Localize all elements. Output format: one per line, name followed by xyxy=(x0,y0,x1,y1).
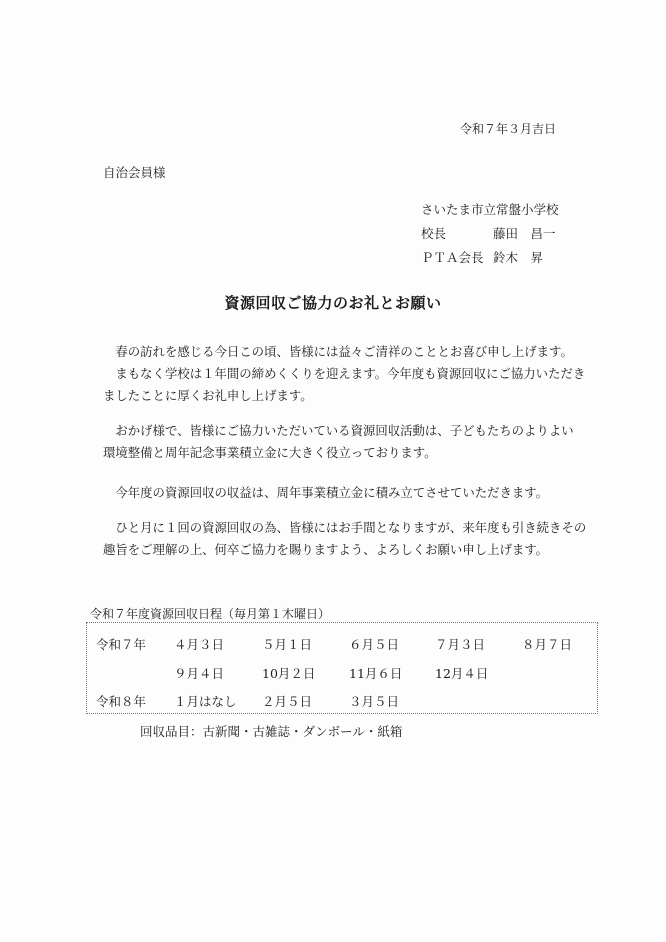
addressee: 自治会員様 xyxy=(103,165,166,180)
schedule-date: ３月５日 xyxy=(349,694,400,709)
schedule-table xyxy=(86,622,598,714)
schedule-year-label: 令和７年 xyxy=(96,637,147,652)
paragraph-line: 春の訪れを感じる今日この頃、皆様には益々ご清祥のこととお喜び申し上げます。 xyxy=(103,344,573,359)
collection-items: 回収品目：古新聞・古雑誌・ダンボール・紙箱 xyxy=(140,724,403,739)
schedule-title: 令和７年度資源回収日程（毎月第１木曜日） xyxy=(90,607,331,621)
schedule-date: ９月４日 xyxy=(174,666,225,681)
letter-date: 令和７年３月吉日 xyxy=(460,122,557,136)
schedule-date: ８月７日 xyxy=(522,637,573,652)
schedule-date: ７月３日 xyxy=(435,637,486,652)
principal-name: 藤田 昌一 xyxy=(493,226,556,241)
pta-name: 鈴木 昇 xyxy=(493,250,544,265)
paragraph-line: ひと月に１回の資源回収の為、皆様にはお手間となりますが、来年度も引き続きその xyxy=(103,520,587,535)
pta-title: ＰＴＡ会長 xyxy=(421,250,484,265)
schedule-date: 10月２日 xyxy=(262,666,316,681)
paragraph-line: 趣旨をご理解の上、何卒ご協力を賜りますよう、よろしくお願い申し上げます。 xyxy=(103,542,549,557)
letter-title: 資源回収ご協力のお礼とお願い xyxy=(224,294,442,312)
paragraph-greeting xyxy=(103,341,586,407)
paragraph-thanks xyxy=(103,420,583,464)
schedule-date: 11月６日 xyxy=(349,666,403,681)
paragraph-line: まもなく学校は１年間の締めくくりを迎えます。今年度も資源回収にご協力いただき xyxy=(103,366,586,381)
paragraph-line: ましたことに厚くお礼申し上げます。 xyxy=(103,388,313,403)
schedule-date: 12月４日 xyxy=(435,666,489,681)
schedule-date: ２月５日 xyxy=(262,694,313,709)
sender-principal xyxy=(421,224,556,242)
principal-title: 校長 xyxy=(421,226,447,241)
schedule-year-label: 令和８年 xyxy=(96,694,147,709)
paragraph-request xyxy=(103,517,587,561)
sender-school: さいたま市立常盤小学校 xyxy=(421,202,559,217)
paragraph-line: 今年度の資源回収の収益は、周年事業積立金に積み立てさせていただきます。 xyxy=(103,485,549,500)
schedule-date: ４月３日 xyxy=(174,637,225,652)
paragraph-line: 環境整備と周年記念事業積立金に大きく役立っております。 xyxy=(103,445,437,460)
schedule-date: ６月５日 xyxy=(349,637,400,652)
paragraph-proceeds xyxy=(103,482,583,504)
sender-pta xyxy=(421,248,544,266)
schedule-date: ５月１日 xyxy=(262,637,313,652)
schedule-date: １月はなし xyxy=(174,694,237,709)
paragraph-line: おかげ様で、皆様にご協力いただいている資源回収活動は、子どもたちのよりよい xyxy=(103,423,574,438)
